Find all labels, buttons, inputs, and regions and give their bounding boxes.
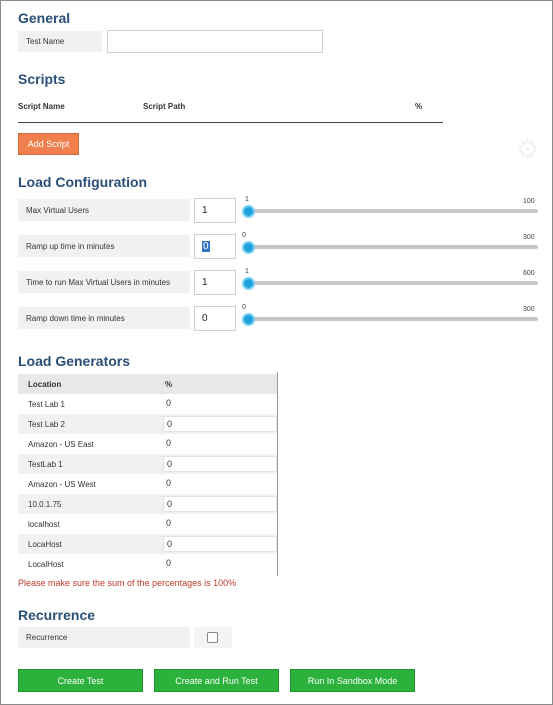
row-percent-input[interactable]: 0 xyxy=(163,516,277,532)
load-generators-table xyxy=(18,372,278,576)
row-location: Amazon - US East xyxy=(28,440,94,449)
col-percent: % xyxy=(165,380,173,389)
row-location: Test Lab 2 xyxy=(28,420,65,429)
run-time-label: Time to run Max Virtual Users in minutes xyxy=(18,271,190,293)
run-sandbox-button[interactable]: Run In Sandbox Mode xyxy=(290,669,415,692)
ramp-down-slider-handle[interactable] xyxy=(242,313,255,326)
row-location: localhost xyxy=(28,520,60,529)
table-row xyxy=(18,394,277,414)
watermark-icon: ⚙ xyxy=(516,134,540,164)
recurrence-heading: Recurrence xyxy=(18,607,96,623)
ramp-up-slider-handle[interactable] xyxy=(242,241,255,254)
max-virtual-users-input[interactable]: 1 xyxy=(194,198,236,223)
ramp-down-min: 0 xyxy=(242,304,246,311)
ramp-down-slider[interactable] xyxy=(248,317,538,321)
test-name-label: Test Name xyxy=(18,31,102,52)
max-virtual-users-slider[interactable] xyxy=(248,209,538,213)
run-time-slider-handle[interactable] xyxy=(242,277,255,290)
ramp-up-max: 300 xyxy=(523,234,535,241)
recurrence-checkbox[interactable] xyxy=(207,632,218,643)
row-location: 10.0.1.75 xyxy=(28,500,62,509)
ramp-up-input-value: 0 xyxy=(203,241,209,252)
run-time-slider[interactable] xyxy=(248,281,538,285)
load-generators-heading: Load Generators xyxy=(18,353,131,369)
row-percent-input[interactable]: 0 xyxy=(163,396,277,412)
row-percent-input[interactable]: 0 xyxy=(163,536,277,552)
ramp-up-min: 0 xyxy=(242,232,246,239)
recurrence-label: Recurrence xyxy=(18,627,190,648)
test-name-input[interactable] xyxy=(107,30,323,53)
add-script-button[interactable]: Add Script xyxy=(18,133,79,155)
row-location: LocalHost xyxy=(28,560,64,569)
percentage-warning: Please make sure the sum of the percentages is 100% xyxy=(18,578,237,588)
scripts-divider xyxy=(18,122,443,123)
scripts-heading: Scripts xyxy=(18,71,66,87)
ramp-down-max: 300 xyxy=(523,306,535,313)
row-percent-input[interactable]: 0 xyxy=(163,416,277,432)
table-row xyxy=(18,454,277,474)
row-location: Amazon - US West xyxy=(28,480,96,489)
general-heading: General xyxy=(18,10,71,26)
col-script-percent: % xyxy=(415,102,423,111)
max-virtual-users-min: 1 xyxy=(245,196,249,203)
ramp-down-input[interactable]: 0 xyxy=(194,306,236,331)
table-header xyxy=(18,374,277,394)
table-row xyxy=(18,534,277,554)
create-and-run-button[interactable]: Create and Run Test xyxy=(154,669,279,692)
load-config-heading: Load Configuration xyxy=(18,174,148,190)
table-row xyxy=(18,414,277,434)
create-test-button[interactable]: Create Test xyxy=(18,669,143,692)
max-virtual-users-label: Max Virtual Users xyxy=(18,199,190,221)
table-row xyxy=(18,514,277,534)
max-virtual-users-slider-handle[interactable] xyxy=(242,205,255,218)
table-row xyxy=(18,554,277,574)
run-time-input[interactable]: 1 xyxy=(194,270,236,295)
row-percent-input[interactable]: 0 xyxy=(163,496,277,512)
ramp-up-input[interactable] xyxy=(194,234,236,259)
table-row xyxy=(18,434,277,454)
run-time-min: 1 xyxy=(245,268,249,275)
col-location: Location xyxy=(28,380,62,389)
row-percent-input[interactable]: 0 xyxy=(163,476,277,492)
row-location: TestLab 1 xyxy=(28,460,63,469)
max-virtual-users-max: 100 xyxy=(523,198,535,205)
ramp-up-label: Ramp up time in minutes xyxy=(18,235,190,257)
row-percent-input[interactable]: 0 xyxy=(163,556,277,572)
table-row xyxy=(18,474,277,494)
table-row xyxy=(18,494,277,514)
run-time-max: 600 xyxy=(523,270,535,277)
ramp-up-slider[interactable] xyxy=(248,245,538,249)
row-percent-input[interactable]: 0 xyxy=(163,436,277,452)
row-percent-input[interactable]: 0 xyxy=(163,456,277,472)
row-location: Test Lab 1 xyxy=(28,400,65,409)
col-script-name: Script Name xyxy=(18,102,65,111)
col-script-path: Script Path xyxy=(143,102,186,111)
row-location: LocaHost xyxy=(28,540,62,549)
ramp-down-label: Ramp down time in minutes xyxy=(18,307,190,329)
